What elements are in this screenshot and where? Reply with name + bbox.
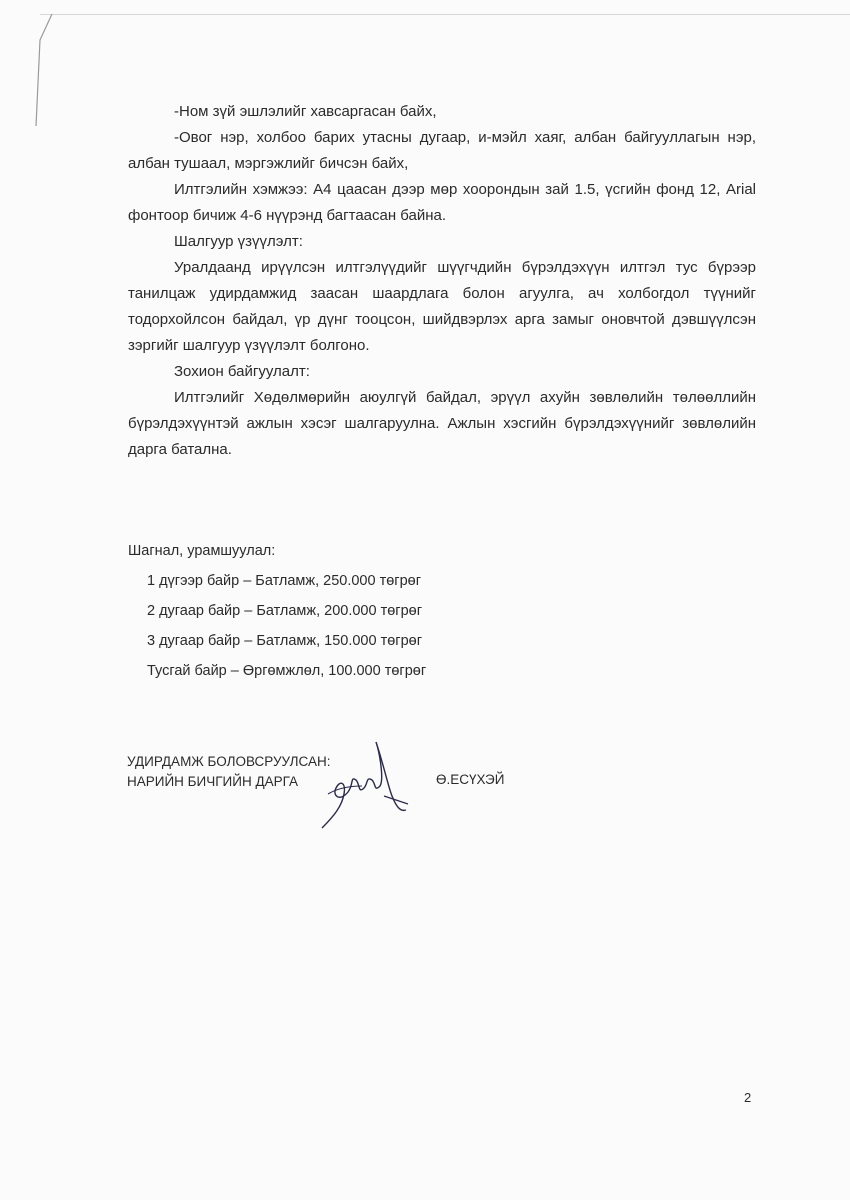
paragraph: -Овог нэр, холбоо барих утасны дугаар, и-мэйл хаяг, албан байгууллагын нэр, албан тушаал, мэргэжлийг бичсэн байх, bbox=[128, 129, 756, 172]
reward-item: 3 дугаар байр – Батламж, 150.000 төгрөг bbox=[147, 633, 423, 649]
paragraph: -Ном зүй эшлэлийг хавсаргасан байх, bbox=[174, 103, 437, 120]
scan-corner-shadow bbox=[0, 0, 60, 140]
handwritten-signature bbox=[314, 736, 414, 836]
paragraph: Илтгэлийг Хөдөлмөрийн аюулгүй байдал, эрүүл ахуйн зөвлөлийн төлөөллийн бүрэлдэхүүнтэй ажлын хэсэг шалгаруулна. Ажлын хэсгийн бүрэлдэхүүнийг зөвлөлийн дарга батална. bbox=[128, 389, 756, 458]
body-text bbox=[128, 99, 756, 463]
rewards-heading: Шагнал, урамшуулал: bbox=[128, 543, 276, 559]
reward-item: Тусгай байр – Өргөмжлөл, 100.000 төгрөг bbox=[147, 663, 427, 679]
section-heading: Шалгуур үзүүлэлт: bbox=[174, 233, 303, 250]
section-heading: Зохион байгуулалт: bbox=[174, 363, 310, 380]
signature-title-1: УДИРДАМЖ БОЛОВСРУУЛСАН: bbox=[127, 754, 331, 769]
reward-item: 2 дугаар байр – Батламж, 200.000 төгрөг bbox=[147, 603, 423, 619]
page-number: 2 bbox=[744, 1090, 752, 1105]
paragraph: Илтгэлийн хэмжээ: А4 цаасан дээр мөр хоорондын зай 1.5, үсгийн фонд 12, Arial фонтоор бичиж 4-6 нүүрэнд багтаасан байна. bbox=[128, 181, 756, 224]
rewards-section bbox=[128, 536, 426, 686]
signatory-name: Ө.ЕСҮХЭЙ bbox=[436, 772, 505, 787]
paragraph: Уралдаанд ирүүлсэн илтгэлүүдийг шүүгчдийн бүрэлдэхүүн илтгэл тус бүрээр танилцаж удирдамжид заасан шаардлага болон агуулга, ач холбогдол түүнийг тодорхойлсон байдал, үр дүнг тооцсон, шийдвэрлэх арга замыг оновчтой дэвшүүлсэн зэргийг шалгуур үзүүлэлт болгоно. bbox=[128, 259, 756, 354]
reward-item: 1 дүгээр байр – Батламж, 250.000 төгрөг bbox=[147, 573, 421, 589]
scan-edge-line bbox=[40, 14, 850, 15]
signature-title-2: НАРИЙН БИЧГИЙН ДАРГА bbox=[127, 774, 299, 789]
signature-block bbox=[127, 752, 330, 792]
